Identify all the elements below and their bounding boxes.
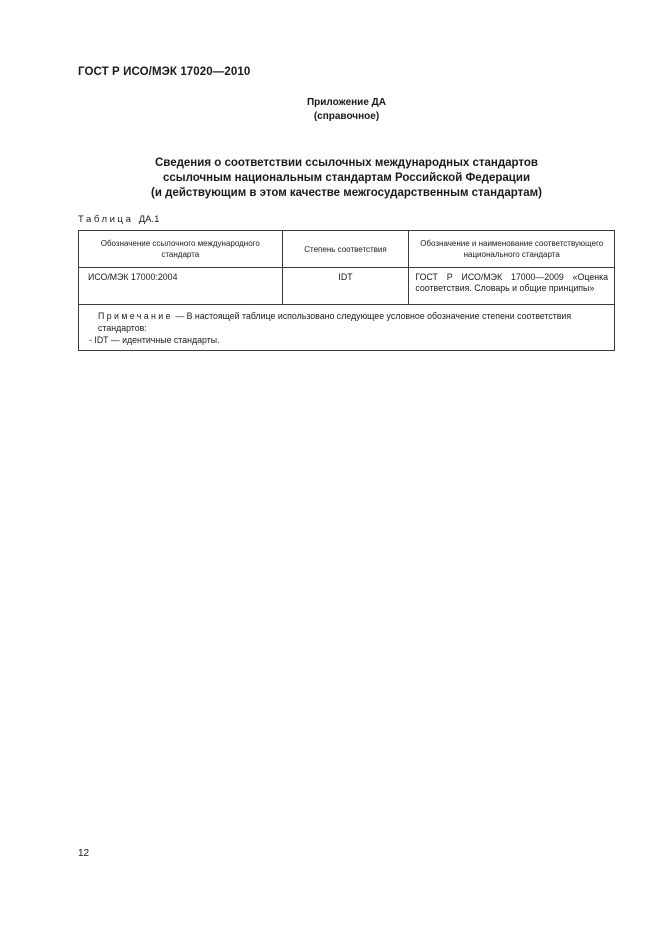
column-header-national: Обозначение и наименование соответствующего национального стандарта — [409, 231, 615, 268]
table-note-row — [79, 305, 615, 351]
table-row — [79, 268, 615, 305]
cell-international: ИСО/МЭК 17000:2004 — [79, 268, 283, 305]
standards-table — [78, 230, 615, 351]
page-number: 12 — [78, 848, 90, 859]
cell-national: ГОСТ Р ИСО/МЭК 17000—2009 «Оценка соответствия. Словарь и общие принципы» — [409, 268, 615, 305]
note-label: Примечание — [98, 311, 173, 321]
table-header-row — [79, 231, 615, 268]
annex-title: Приложение ДА — [306, 97, 387, 108]
note-paragraph — [89, 310, 608, 334]
column-header-international: Обозначение ссылочного международного стандарта — [79, 231, 283, 268]
table-caption-number: ДА.1 — [138, 214, 160, 225]
section-title — [0, 156, 661, 201]
note-list-item: - IDT — идентичные стандарты. — [89, 335, 220, 345]
annex-type: (справочное) — [313, 111, 380, 122]
note-text: — В настоящей таблице использовано следующее условное обозначение степени соответствия стандартов: — [98, 311, 572, 333]
table-caption-label: Таблица — [78, 214, 134, 225]
section-title-line: ссылочным национальным стандартам Российской Федерации — [162, 172, 531, 184]
section-title-line: (и действующим в этом качестве межгосударственным стандартам) — [151, 187, 542, 199]
section-title-line: Сведения о соответствии ссылочных международных стандартов — [154, 157, 538, 169]
annex-heading — [0, 96, 661, 124]
document-id-header: ГОСТ Р ИСО/МЭК 17020—2010 — [78, 66, 251, 78]
cell-degree: IDT — [282, 268, 409, 305]
table-note — [79, 305, 615, 351]
column-header-degree: Степень соответствия — [282, 231, 409, 268]
table-caption — [78, 214, 159, 225]
